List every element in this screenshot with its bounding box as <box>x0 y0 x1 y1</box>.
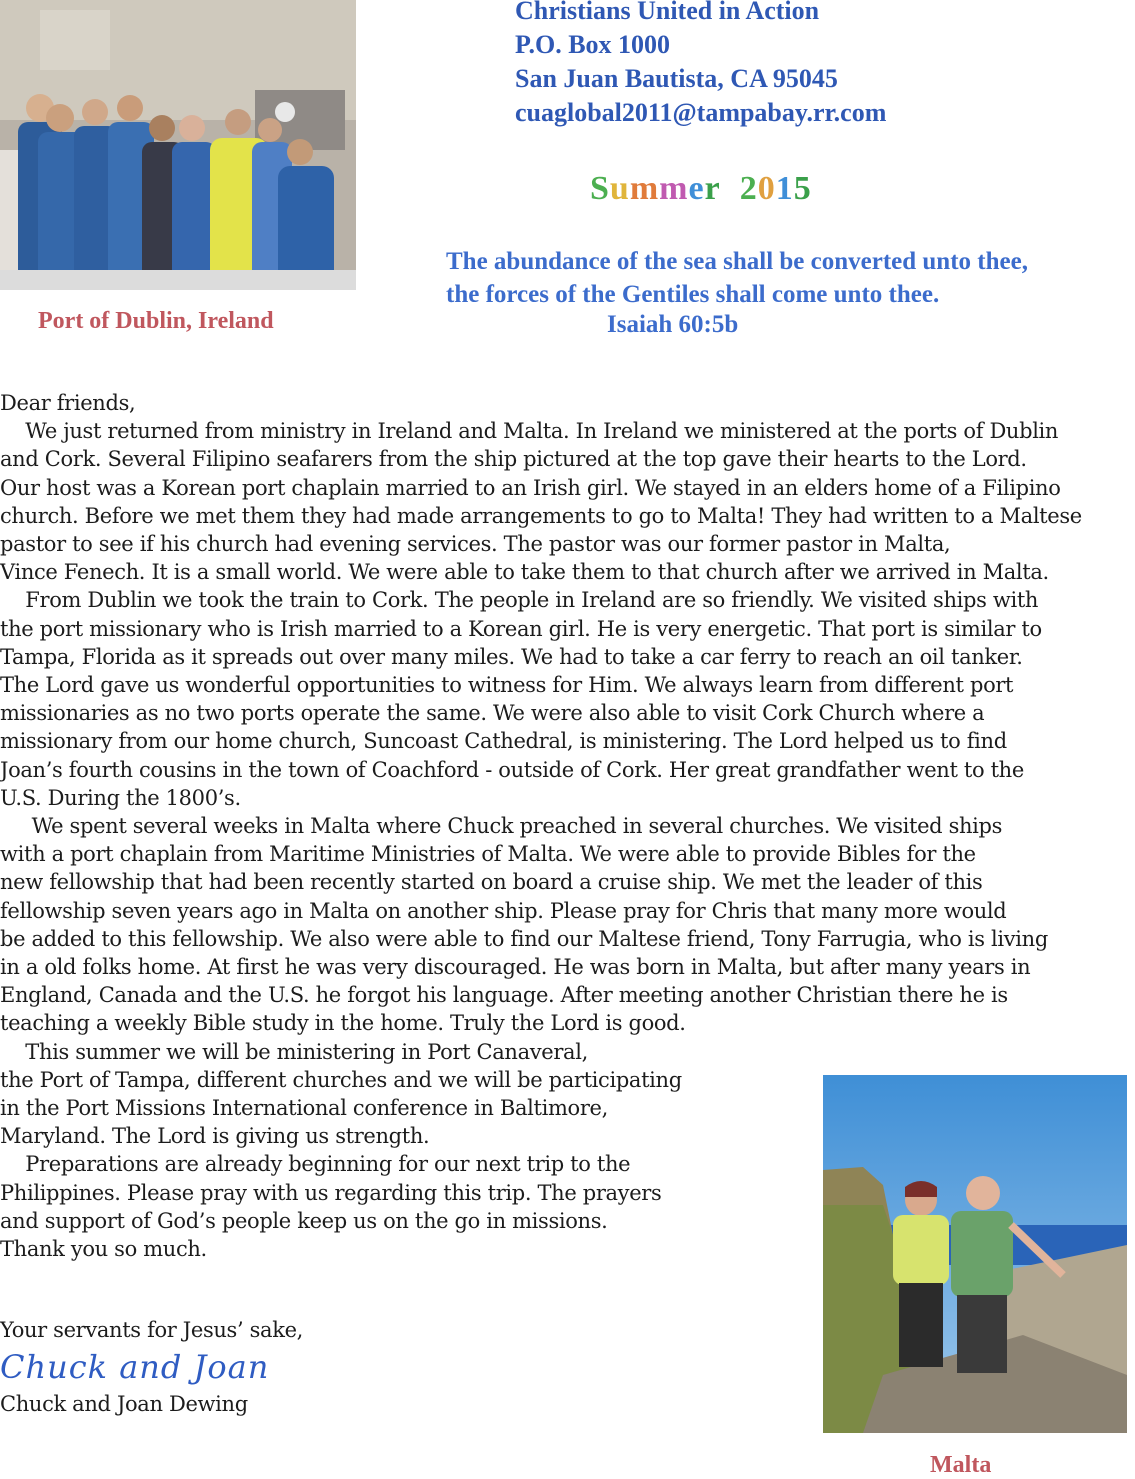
letter-line: Dear friends, <box>0 391 136 415</box>
season-letter: 5 <box>793 170 812 207</box>
letter-line: Joan’s fourth cousins in the town of Coachford - outside of Cork. Her great grandfather went to the <box>0 757 1024 782</box>
organization-name: Christians United in Action <box>515 0 820 25</box>
letter-line: new fellowship that had been recently started on board a cruise ship. We met the leader of this <box>0 870 983 895</box>
letter-line: Our host was a Korean port chaplain married to an Irish girl. We stayed in an elders home of a Filipino <box>0 475 1061 500</box>
photo-caption-malta: Malta <box>930 1452 992 1478</box>
signer-names: Chuck and Joan Dewing <box>0 1392 248 1416</box>
letter-line: Vince Fenech. It is a small world. We were able to take them to that church after we arrived in Malta. <box>0 560 1049 585</box>
scripture-verse <box>446 245 1028 311</box>
letter-line: This summer we will be ministering in Port Canaveral, <box>0 1039 588 1064</box>
verse-reference: Isaiah 60:5b <box>607 311 739 338</box>
group-photo-dublin <box>0 0 356 290</box>
letter-line: pastor to see if his church had evening services. The pastor was our former pastor in Malta, <box>0 532 951 557</box>
letter-line: and Cork. Several Filipino seafarers from the ship pictured at the top gave their hearts to the Lord. <box>0 447 1027 472</box>
letter-line: the port missionary who is Irish married to a Korean girl. He is very energetic. That port is similar to <box>0 616 1042 641</box>
season-letter: 1 <box>775 170 794 207</box>
letter-line: in a old folks home. At first he was very discouraged. He was born in Malta, but after many years in <box>0 955 1031 980</box>
verse-line-1: The abundance of the sea shall be converted unto thee, <box>446 248 1028 275</box>
letter-line: We spent several weeks in Malta where Chuck preached in several churches. We visited ships <box>0 814 1003 839</box>
season-letter: m <box>629 170 660 207</box>
letter-line: fellowship seven years ago in Malta on another ship. Please pray for Chris that many more would <box>0 898 1007 923</box>
letter-line: church. Before we met them they had made arrangements to go to Malta! They had written to a Maltese <box>0 503 1082 528</box>
letter-line: missionaries as no two ports operate the same. We were also able to visit Cork Church where a <box>0 701 985 726</box>
letter-line: England, Canada and the U.S. he forgot his language. After meeting another Christian there he is <box>0 983 1008 1008</box>
season-letter: 0 <box>757 170 776 207</box>
closing-line: Your servants for Jesus’ sake, <box>0 1318 303 1342</box>
photo-caption-dublin: Port of Dublin, Ireland <box>38 308 274 334</box>
letter-line: be added to this fellowship. We also were able to find our Maltese friend, Tony Farrugia, who is living <box>0 926 1048 951</box>
verse-line-2: the forces of the Gentiles shall come unto thee. <box>446 281 940 308</box>
letter-line: Philippines. Please pray with us regarding this trip. The prayers <box>0 1180 662 1205</box>
handwritten-signature: Chuck and Joan <box>0 1348 270 1386</box>
organization-address <box>515 0 886 130</box>
season-letter <box>721 170 740 207</box>
season-letter: e <box>688 170 705 207</box>
letter-line: We just returned from ministry in Ireland and Malta. In Ireland we ministered at the ports of Dublin <box>0 419 1059 444</box>
letter-line: Thank you so much. <box>0 1237 207 1262</box>
season-letter: r <box>704 170 721 207</box>
newsletter-season-title <box>590 170 812 208</box>
letter-line: in the Port Missions International conference in Baltimore, <box>0 1096 608 1121</box>
letter-line: teaching a weekly Bible study in the home. Truly the Lord is good. <box>0 1011 686 1036</box>
city-state-zip: San Juan Bautista, CA 95045 <box>515 64 838 93</box>
couple-photo-malta <box>823 1075 1127 1433</box>
email-address[interactable]: cuaglobal2011@tampabay.rr.com <box>515 98 887 127</box>
letter-line: missionary from our home church, Suncoast Cathedral, is ministering. The Lord helped us to find <box>0 729 1007 754</box>
letter-line: Maryland. The Lord is giving us strength. <box>0 1124 430 1149</box>
letter-line: the Port of Tampa, different churches and we will be participating <box>0 1067 682 1092</box>
season-letter: m <box>659 170 689 207</box>
letter-line: with a port chaplain from Maritime Ministries of Malta. We were able to provide Bibles for the <box>0 842 976 867</box>
letter-line: and support of God’s people keep us on the go in missions. <box>0 1208 608 1233</box>
po-box: P.O. Box 1000 <box>515 30 671 59</box>
season-letter: 2 <box>739 170 758 207</box>
letter-line: From Dublin we took the train to Cork. The people in Ireland are so friendly. We visited ships with <box>0 588 1039 613</box>
letter-line: U.S. During the 1800’s. <box>0 785 241 810</box>
season-letter: u <box>609 170 630 207</box>
letter-line: The Lord gave us wonderful opportunities to witness for Him. We always learn from different port <box>0 673 1014 698</box>
season-letter: S <box>590 170 610 207</box>
letter-line: Tampa, Florida as it spreads out over many miles. We had to take a car ferry to reach an oil tanker. <box>0 644 1023 669</box>
letter-line: Preparations are already beginning for our next trip to the <box>0 1152 631 1177</box>
